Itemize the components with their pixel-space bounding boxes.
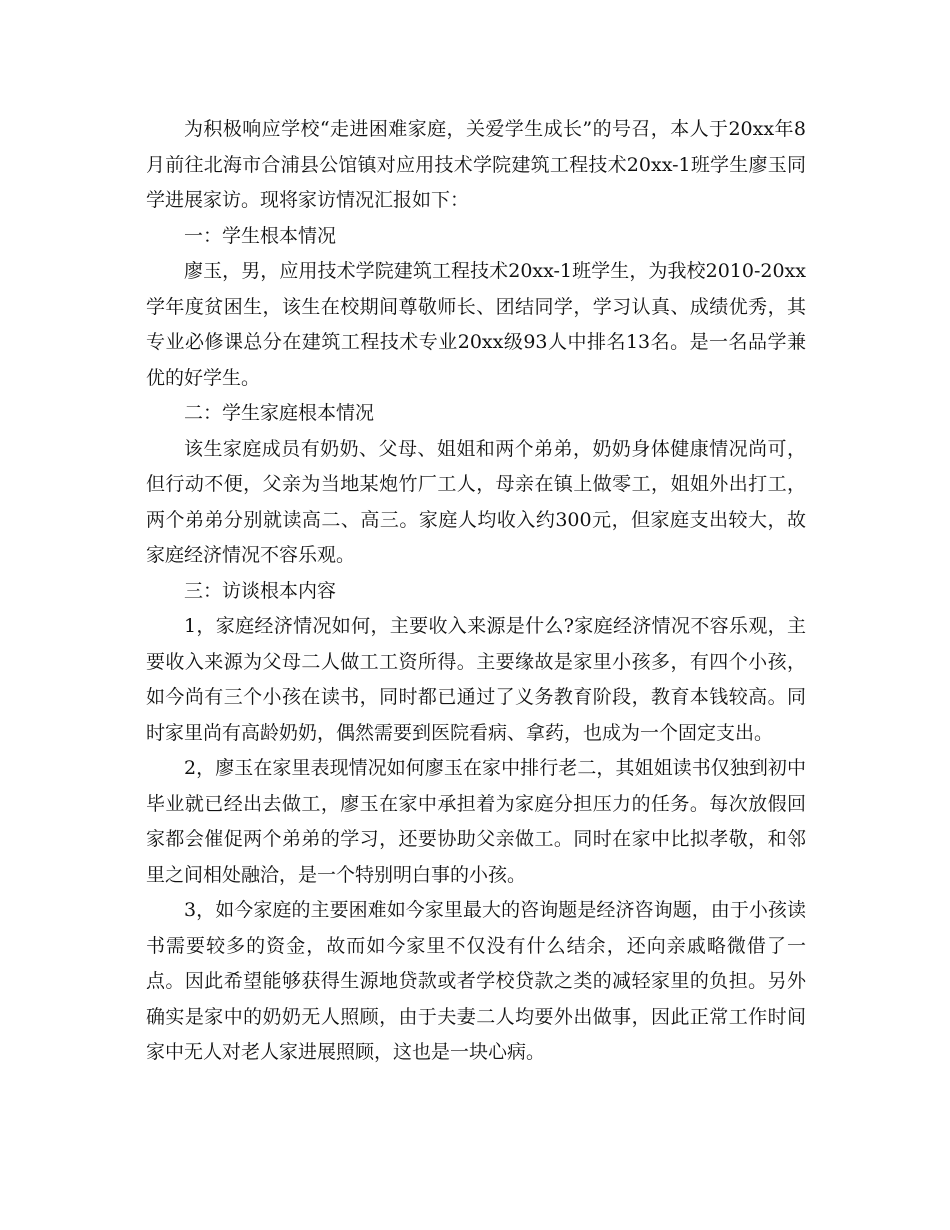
paragraph-family-info: 该生家庭成员有奶奶、父母、姐姐和两个弟弟，奶奶身体健康情况尚可，但行动不便，父亲为当地某炮竹厂工人，母亲在镇上做零工，姐姐外出打工，两个弟弟分别就读高二、高三。家庭人均收入约300元，但家庭支出较大，故家庭经济情况不容乐观。 <box>146 437 806 566</box>
document-body <box>146 112 806 1071</box>
paragraph-student-info: 廖玉，男，应用技术学院建筑工程技术20xx-1班学生，为我校2010-20xx学年度贫困生，该生在校期间尊敬师长、团结同学，学习认真、成绩优秀，其专业必修课总分在建筑工程技术专业20xx级93人中排名13名。是一名品学兼优的好学生。 <box>146 260 806 389</box>
paragraph-intro: 为积极响应学校“走进困难家庭，关爱学生成长”的号召，本人于20xx年8月前往北海市合浦县公馆镇对应用技术学院建筑工程技术20xx-1班学生廖玉同学进展家访。现将家访情况汇报如下： <box>146 118 806 211</box>
paragraph-interview-2: 2，廖玉在家里表现情况如何廖玉在家中排行老二，其姐姐读书仅独到初中毕业就已经出去做工，廖玉在家中承担着为家庭分担压力的任务。每次放假回家都会催促两个弟弟的学习，还要协助父亲做工。同时在家中比拟孝敬，和邻里之间相处融洽，是一个特别明白事的小孩。 <box>146 757 806 886</box>
section-heading-interview: 三：访谈根本内容 <box>184 579 337 602</box>
paragraph-interview-1: 1，家庭经济情况如何，主要收入来源是什么?家庭经济情况不容乐观，主要收入来源为父母二人做工工资所得。主要缘故是家里小孩多，有四个小孩，如今尚有三个小孩在读书，同时都已通过了义务教育阶段，教育本钱较高。同时家里尚有高龄奶奶，偶然需要到医院看病、拿药，也成为一个固定支出。 <box>146 615 806 744</box>
section-heading-student-info: 一：学生根本情况 <box>184 224 337 247</box>
paragraph-interview-3: 3，如今家庭的主要困难如今家里最大的咨询题是经济咨询题，由于小孩读书需要较多的资金，故而如今家里不仅没有什么结余，还向亲戚略微借了一点。因此希望能够获得生源地贷款或者学校贷款之类的减轻家里的负担。另外确实是家中的奶奶无人照顾，由于夫妻二人均要外出做事，因此正常工作时间家中无人对老人家进展照顾，这也是一块心病。 <box>146 899 806 1063</box>
section-heading-family-info: 二：学生家庭根本情况 <box>184 402 375 424</box>
